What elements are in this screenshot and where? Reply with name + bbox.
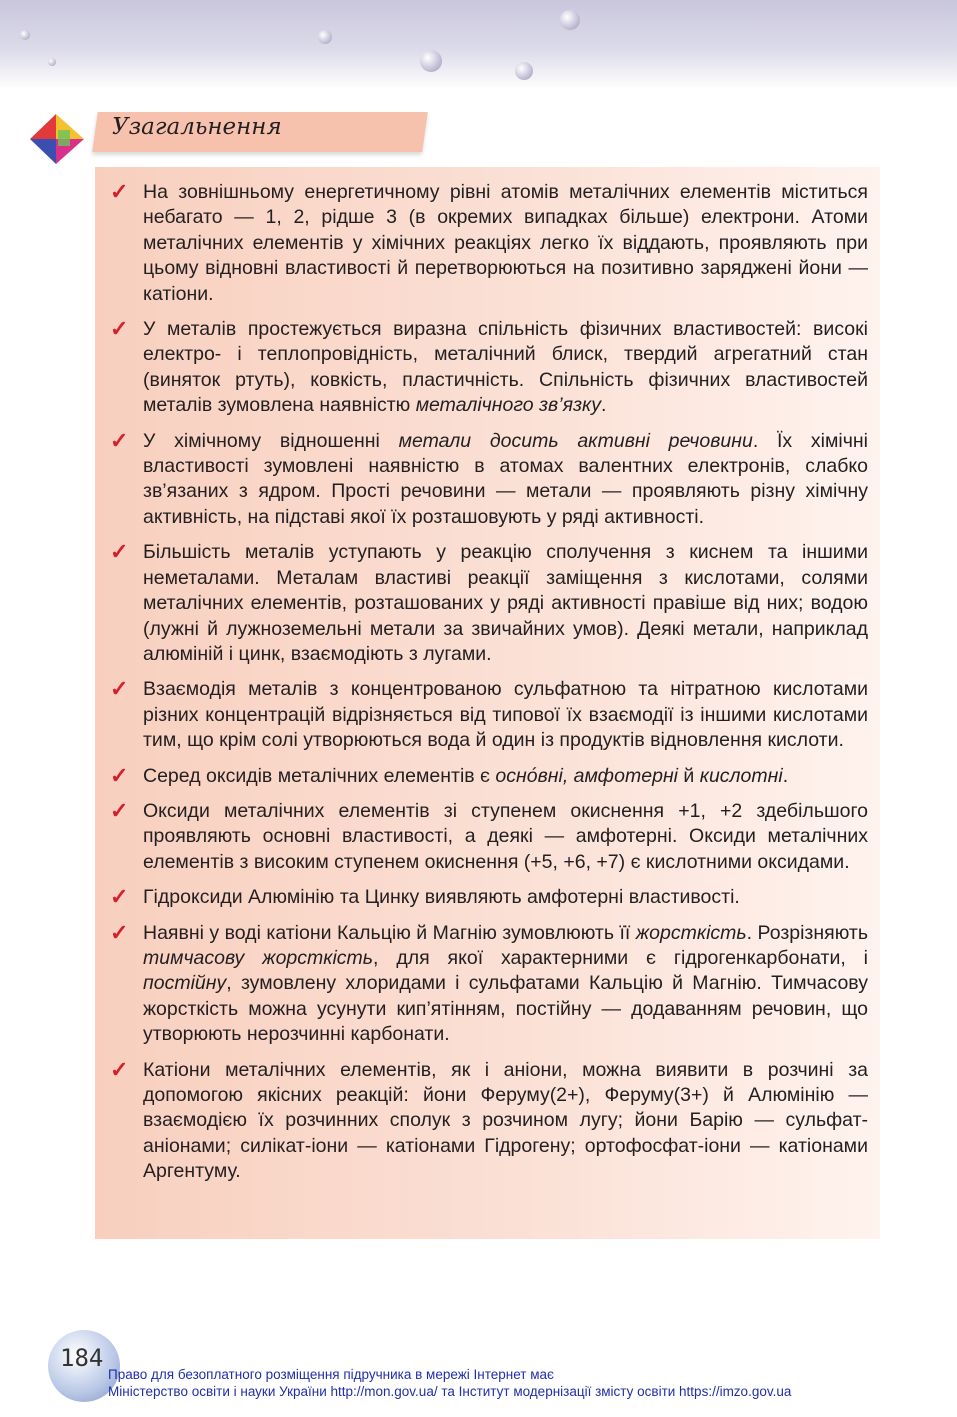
summary-item <box>110 919 868 1048</box>
summary-item <box>110 427 868 531</box>
item-text: Оксиди металічних елементів зі ступенем окиснення +1, +2 здебільшого проявляють основні властивості, а деякі — амфотерні. Оксиди металічних елементів з високим ступенем окиснення (+5, +6, +7) є кислотними оксидами. <box>143 799 868 873</box>
summary-list <box>110 179 868 1195</box>
item-text: . Розрізняють <box>746 921 868 944</box>
item-text: . <box>782 764 789 787</box>
item-text: Взаємодія металів з концентрованою сульфатною та нітратною кислотами різних концентрацій відрізняється від типової їх взаємодії із іншими кислотами тим, що крім солі утворюються вода й один із продуктів відновлення кислоти. <box>143 678 868 752</box>
checkmark-icon: ✓ <box>110 179 129 204</box>
checkmark-icon: ✓ <box>110 919 129 945</box>
item-text: . Їх хімічні властивості зумовлені наявністю в атомах валентних електронів, слабко зв’язаних з ядром. Прості речовини — метали — проявляють різну хімічну активність, на підставі якої їх розташовують у ряді активності. <box>143 429 868 528</box>
item-text: , зумовлену хлоридами і сульфатами Кальцію й Магнію. Тимчасову жорсткість можна усунути кип’ятінням, постійну — додаванням речовин, що утворюють нерозчинні карбонати. <box>143 972 868 1046</box>
item-text: . <box>601 394 607 417</box>
checkmark-icon: ✓ <box>110 676 129 702</box>
item-text: й <box>678 764 700 787</box>
summary-item <box>110 676 868 753</box>
decorative-header-bubbles <box>0 0 957 90</box>
checkmark-icon: ✓ <box>110 316 129 342</box>
item-text: На зовнішньому енергетичному рівні атомів металічних елементів міститься небагато — 1, 2, рідше 3 (в окремих випадках більше) електрони. Атоми металічних елементів у хімічних реакціях легко їх віддають, проявляють при цьому відновні властивості й перетворюються на позитивно заряджені йони — катіони. <box>143 181 868 305</box>
footer-line-2: Міністерство освіти і науки України http://mon.gov.ua/ та Інститут модернізації змісту освіти https://imzo.gov.ua <box>108 1384 792 1399</box>
footer-line-1: Право для безоплатного розміщення підручника в мережі Інтернет має <box>108 1367 554 1382</box>
summary-item <box>110 762 868 789</box>
item-text: Катіони металічних елементів, як і аніони, можна виявити в розчині за допомогою якісних реакцій: йони Феруму(2+), Феруму(3+) й Алюмінію — взаємодією їх розчинних сполук з розчином лугу; йони Барію — сульфат-аніонами; силікат-іони — катіонами Гідрогену; ортофосфат-іони — катіонами Аргентуму. <box>143 1058 868 1183</box>
emphasized-term: металічного зв’язку <box>415 394 602 417</box>
section-title: Узагальнення <box>112 114 282 140</box>
emphasized-term: метали досить активні речовини <box>398 429 753 452</box>
summary-item <box>110 797 868 875</box>
emphasized-term: кислотні <box>699 764 783 787</box>
page-number: 184 <box>60 1344 104 1372</box>
item-text: Серед оксидів металічних елементів є <box>143 764 496 787</box>
item-text: , для якої характерними є гідрогенкарбонати, і <box>373 946 868 969</box>
emphasized-term: осно́вні, амфотерні <box>495 764 679 787</box>
emphasized-term: постійну <box>143 972 227 995</box>
item-text: Гідроксиди Алюмінію та Цинку виявляють амфотерні властивості. <box>143 886 740 909</box>
checkmark-icon: ✓ <box>110 539 129 565</box>
summary-item <box>110 539 868 667</box>
checkmark-icon: ✓ <box>110 797 129 823</box>
checkmark-icon: ✓ <box>110 1056 129 1082</box>
checkmark-icon: ✓ <box>110 427 129 453</box>
summary-item <box>110 179 868 307</box>
summary-item <box>110 884 868 910</box>
checkmark-icon: ✓ <box>110 762 129 788</box>
copyright-footer <box>108 1366 791 1400</box>
item-text: У металів простежується виразна спільність фізичних властивостей: високі електро- і теплопровідність, металічний блиск, твердий агрегатний стан (виняток ртуть), ковкість, пластичність. Спільність фізичних властивостей металів зумовлена наявністю <box>143 318 868 417</box>
emphasized-term: жорсткість <box>635 921 747 944</box>
item-text: Наявні у воді катіони Кальцію й Магнію зумовлюють її <box>143 921 636 944</box>
item-text: Більшість металів уступають у реакцію сполучення з киснем та іншими неметалами. Металам властиві реакції заміщення з кислотами, солями металічних елементів, розташованих у ряді активності правіше від них; водою (лужні й лужноземельні метали за звичайних умов). Деякі метали, наприклад алюміній і цинк, взаємодіють з лугами. <box>143 541 868 665</box>
section-logo-icon <box>28 112 86 166</box>
summary-item <box>110 1056 868 1185</box>
summary-item <box>110 316 868 419</box>
checkmark-icon: ✓ <box>110 884 129 910</box>
emphasized-term: тимчасову жорсткість <box>143 946 374 969</box>
item-text: У хімічному відношенні <box>143 429 399 452</box>
